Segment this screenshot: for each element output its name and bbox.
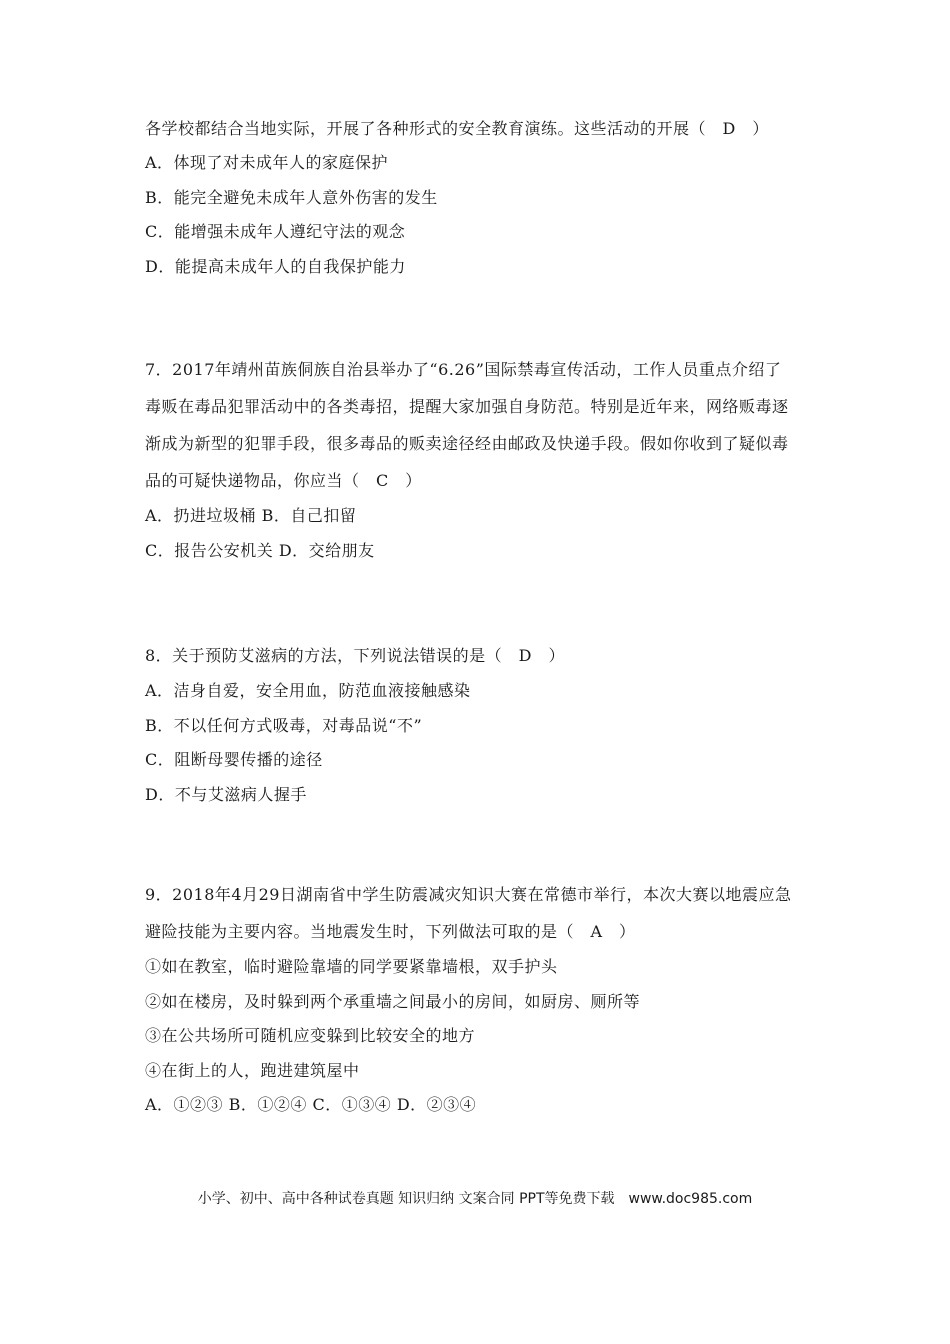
question-stem-line: 9．2018年4月29日湖南省中学生防震减灾知识大赛在常德市举行，本次大赛以地震应急	[145, 885, 792, 904]
option-a: A．洁身自爱，安全用血，防范血液接触感染	[145, 681, 471, 700]
question-stem-line: 渐成为新型的犯罪手段，很多毒品的贩卖途径经由邮政及快递手段。假如你收到了疑似毒	[145, 434, 789, 453]
option-c: C．能增强未成年人遵纪守法的观念	[145, 222, 406, 241]
option-d: D．不与艾滋病人握手	[145, 784, 307, 804]
question-stem-line: 避险技能为主要内容。当地震发生时，下列做法可取的是（ A ）	[145, 922, 636, 941]
answer-options: A．①②③ B．①②④ C．①③④ D．②③④	[145, 1095, 477, 1114]
option-line: C．报告公安机关 D．交给朋友	[145, 540, 375, 560]
option-a: A．体现了对未成年人的家庭保护	[145, 153, 389, 172]
question-stem-line: 各学校都结合当地实际，开展了各种形式的安全教育演练。这些活动的开展（ D ）	[145, 119, 769, 138]
question-stem-line: 品的可疑快递物品，你应当（ C ）	[145, 471, 422, 490]
question-stem-line: 毒贩在毒品犯罪活动中的各类毒招，提醒大家加强自身防范。特别是近年来，网络贩毒逐	[145, 397, 789, 416]
question-6	[145, 112, 825, 284]
statement-4: ④在街上的人，跑进建筑屋中	[145, 1060, 360, 1080]
question-9	[145, 876, 825, 1123]
statement-1: ①如在教室，临时避险靠墙的同学要紧靠墙根，双手护头	[145, 957, 558, 976]
option-b: B．不以任何方式吸毒，对毒品说“不”	[145, 715, 423, 735]
option-c: C．阻断母婴传播的途径	[145, 750, 323, 769]
question-8	[145, 637, 825, 812]
question-stem-line: 7．2017年靖州苗族侗族自治县举办了“6.26”国际禁毒宣传活动，工作人员重点介绍了	[145, 360, 782, 379]
option-line: A．扔进垃圾桶 B．自己扣留	[145, 506, 357, 525]
statement-3: ③在公共场所可随机应变躲到比较安全的地方	[145, 1026, 476, 1045]
question-7	[145, 351, 825, 568]
statement-2: ②如在楼房，及时躲到两个承重墙之间最小的房间，如厨房、厕所等	[145, 991, 641, 1011]
option-d: D．能提高未成年人的自我保护能力	[145, 256, 406, 276]
page-footer: 小学、初中、高中各种试卷真题 知识归纳 文案合同 PPT等免费下载 www.doc985.com	[197, 1191, 753, 1207]
option-b: B．能完全避免未成年人意外伤害的发生	[145, 187, 438, 207]
question-stem-line: 8．关于预防艾滋病的方法，下列说法错误的是（ D ）	[145, 646, 566, 665]
